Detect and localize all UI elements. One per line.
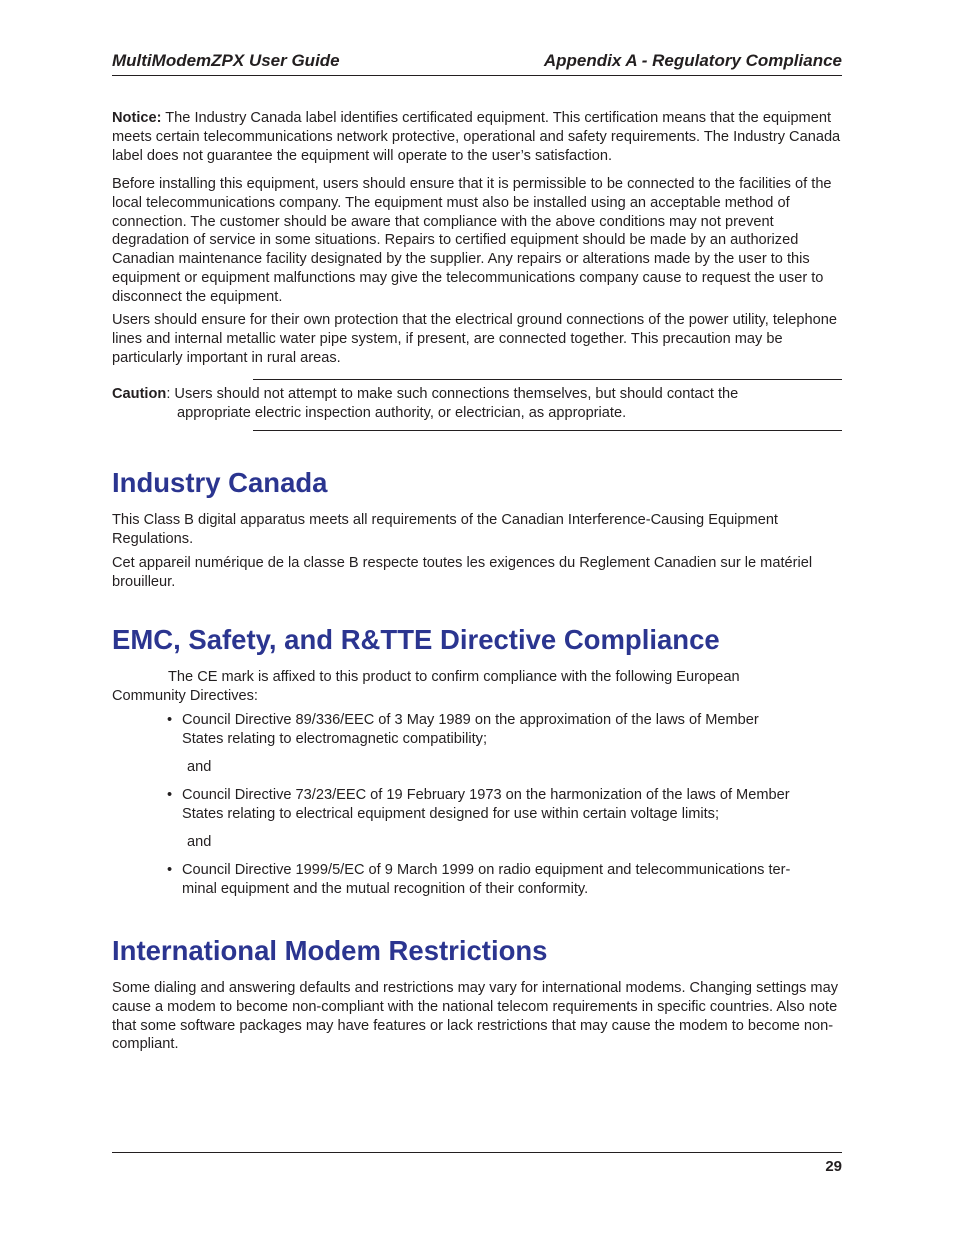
footer-rule (112, 1152, 842, 1153)
caution-line-2: appropriate electric inspection authority, or electrician, as appropriate. (177, 404, 627, 421)
caution-note (112, 385, 842, 423)
bullet-dot: • (167, 712, 173, 728)
international-modem-heading: International Modem Restrictions (112, 935, 548, 966)
notice-label: Notice: (112, 110, 162, 126)
international-modem-paragraph (112, 979, 842, 1054)
bullet-line-2: States relating to electromagnetic compatibility; (182, 730, 487, 747)
international-modem-text: Some dialing and answering defaults and restrictions may vary for international modems. Changing settings may cause a modem to become non-compliant with the national telecom requirements in specific countries. Also note that some software packages may have features or lack restrictions that may cause the modem to become non-compliant. (112, 980, 839, 1053)
header-guide-title: MultiModemZPX User Guide (112, 51, 340, 70)
industry-canada-text-2: Cet appareil numérique de la classe B respecte toutes les exigences du Reglement Canadien sur le matériel brouilleur. (112, 555, 813, 590)
bullet-line-1: Council Directive 89/336/EEC of 3 May 1989 on the approximation of the laws of Member (182, 712, 759, 728)
emc-intro (112, 668, 842, 706)
directive-bullet-3 (167, 861, 842, 899)
industry-canada-text-1: This Class B digital apparatus meets all requirements of the Canadian Interference-Causing Equipment Regulations. (112, 512, 778, 547)
caution-label: Caution (112, 386, 167, 402)
running-header (112, 49, 842, 76)
bullet-line-1: Council Directive 73/23/EEC of 19 February 1973 on the harmonization of the laws of Member (182, 787, 790, 803)
users-should-paragraph (112, 311, 842, 367)
bullet-line-2: minal equipment and the mutual recognition of their conformity. (182, 880, 589, 897)
directive-bullet-2 (167, 786, 842, 824)
notice-paragraph (112, 109, 842, 165)
bullet-line-2: States relating to electrical equipment designed for use within certain voltage limits; (182, 805, 720, 822)
industry-canada-paragraph-2 (112, 554, 842, 592)
industry-canada-heading: Industry Canada (112, 467, 328, 498)
users-should-text: Users should ensure for their own protection that the electrical ground connections of the power utility, telephone lines and internal metallic water pipe system, if present, are connected together. This precaution may be particularly important in rural areas. (112, 312, 837, 366)
bullet-dot: • (167, 862, 173, 878)
caution-top-rule (253, 379, 842, 380)
header-appendix-title: Appendix A - Regulatory Compliance (543, 51, 842, 70)
bullet-line-1: Council Directive 1999/5/EC of 9 March 1999 on radio equipment and telecommunications ter- (182, 862, 791, 878)
and-connector-1: and (187, 759, 212, 775)
document-page (112, 0, 842, 1235)
emc-intro-line-1: The CE mark is affixed to this product to confirm compliance with the following European (168, 669, 740, 685)
emc-intro-line-2: Community Directives: (112, 687, 258, 704)
bullet-dot: • (167, 787, 173, 803)
industry-canada-paragraph-1 (112, 511, 842, 549)
before-installing-text: Before installing this equipment, users should ensure that it is permissible to be connected to the facilities of the local telecommunications company. The equipment must also be installed using an acceptable method of connection. The customer should be aware that compliance with the above conditions may not prevent degradation of service in some situations. Repairs to certified equipment should be made by an authorized Canadian maintenance facility designated by the supplier. Any repairs or alterations made by the user to this equipment or equipment malfunctions may give the telecommunications company cause to request the user to disconnect the equipment. (112, 176, 832, 305)
notice-text: The Industry Canada label identifies certificated equipment. This certification means that the equipment meets certain telecommunications network protective, operational and safety requirements. The Industry Canada label does not guarantee the equipment will operate to the user’s satisfaction. (112, 110, 841, 164)
emc-heading: EMC, Safety, and R&TTE Directive Compliance (112, 624, 720, 655)
directive-bullet-1 (167, 711, 842, 749)
before-installing-paragraph (112, 175, 842, 307)
caution-line-1: : Users should not attempt to make such connections themselves, but should contact the (166, 386, 739, 402)
and-connector-2: and (187, 834, 212, 850)
page-number: 29 (825, 1158, 842, 1175)
caution-bottom-rule (253, 430, 842, 431)
